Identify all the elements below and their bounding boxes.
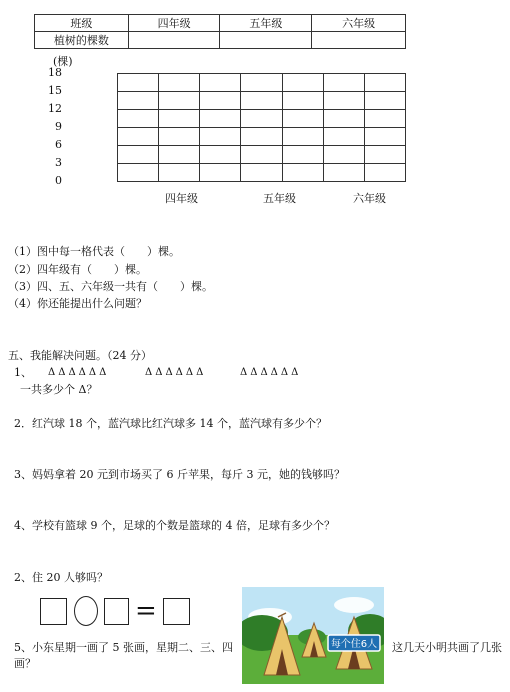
answer-square-box[interactable] [163,598,190,625]
chart-grid-cell [364,127,406,146]
chart-grid-cell [158,145,200,164]
q2-text: 2．红汽球 18 个，蓝汽球比红汽球多 14 个，蓝汽球有多少个？ [14,417,327,430]
chart-x-tick-label: 五年级 [263,192,296,205]
chart-grid-cell [282,91,324,110]
chart-grid-cell [117,127,159,146]
q3-text: 3、妈妈拿着 20 元到市场买了 6 斤苹果，每斤 3 元，她的钱够吗？ [14,468,345,481]
chart-grid-cell [323,73,365,92]
table-header-cell: 六年级 [312,15,406,32]
table-row [35,32,406,49]
chart-y-tick-label: 3 [55,156,62,169]
table-row-label: 植树的棵数 [35,32,129,49]
planting-table [34,14,406,49]
table-cell-blank [128,32,220,49]
chart-grid-cell [158,127,200,146]
chart-grid-cell [323,109,365,128]
chart-y-tick-label: 6 [55,138,62,151]
chart-grid-cell [117,145,159,164]
chart-y-tick-label: 0 [55,174,62,187]
triangle-group: ΔΔΔΔΔΔ [240,367,302,378]
chart-x-tick-label: 四年级 [165,192,198,205]
triangle-group: ΔΔΔΔΔΔ [145,367,207,378]
chart-grid-cell [117,73,159,92]
table-header-row [35,15,406,32]
question-4: （4）你还能提出什么问题？ [8,297,147,310]
question-1: （1）图中每一格代表（ ）棵。 [8,245,180,258]
table-header-cell: 五年级 [220,15,312,32]
q1-text: 一共多少个 Δ？ [20,383,98,396]
chart-grid-cell [282,127,324,146]
chart-grid-cell [323,91,365,110]
chart-grid-cell [199,163,241,182]
chart-grid-cell [282,145,324,164]
q1-number: 1、 [14,366,32,379]
chart-grid-cell [199,109,241,128]
tents-illustration [242,587,384,684]
triangle-group: ΔΔΔΔΔΔ [48,367,110,378]
chart-grid-cell [240,91,282,110]
table-cell-blank [312,32,406,49]
chart-grid-cell [240,127,282,146]
chart-grid [117,73,405,181]
tent-sign-text: 每个住6人 [330,639,378,650]
chart-grid-cell [240,163,282,182]
table-cell-blank [220,32,312,49]
table-header-cell: 班级 [35,15,129,32]
question-3: （3）四、五、六年级一共有（ ）棵。 [8,280,213,293]
chart-grid-cell [117,163,159,182]
chart-grid-cell [199,91,241,110]
chart-grid-cell [282,163,324,182]
chart-grid-cell [158,163,200,182]
chart-y-tick-label: 9 [55,120,62,133]
chart-grid-cell [199,127,241,146]
answer-square-box[interactable] [104,598,129,625]
chart-y-tick-label: 15 [48,84,62,97]
chart-y-tick-label: 18 [48,66,62,79]
chart-grid-cell [199,73,241,92]
operator-oval-box[interactable] [74,596,98,626]
chart-grid-cell [364,109,406,128]
chart-grid-cell [240,73,282,92]
table-header-cell: 四年级 [128,15,220,32]
chart-grid-cell [364,73,406,92]
chart-grid-cell [240,145,282,164]
chart-grid-cell [323,145,365,164]
chart-grid-cell [158,73,200,92]
q5-text-wrap: 画？ [14,657,36,670]
chart-grid-cell [364,145,406,164]
q-tent-text: 2、住 20 人够吗？ [14,571,108,584]
chart-grid-cell [282,73,324,92]
q5-text-start: 5、小东星期一画了 5 张画，星期二、三、四 [14,641,233,654]
chart-grid-cell [282,109,324,128]
chart-grid-cell [364,163,406,182]
q5-text-end: 这几天小明共画了几张 [392,641,502,654]
section-title: 五、我能解决问题。（24 分） [8,349,152,362]
q4-text: 4、学校有篮球 9 个，足球的个数是篮球的 4 倍，足球有多少个？ [14,519,335,532]
chart-grid-cell [364,91,406,110]
equals-sign: = [135,596,157,626]
chart-x-tick-label: 六年级 [353,192,386,205]
chart-grid-cell [158,91,200,110]
chart-y-unit: (棵) [53,55,73,68]
chart-grid-cell [199,145,241,164]
chart-grid-cell [158,109,200,128]
question-2: （2）四年级有（ ）棵。 [8,263,147,276]
chart-y-tick-label: 12 [48,102,62,115]
chart-grid-cell [117,91,159,110]
chart-grid-cell [117,109,159,128]
answer-square-box[interactable] [40,598,67,625]
chart-grid-cell [323,163,365,182]
chart-grid-cell [323,127,365,146]
chart-grid-cell [240,109,282,128]
